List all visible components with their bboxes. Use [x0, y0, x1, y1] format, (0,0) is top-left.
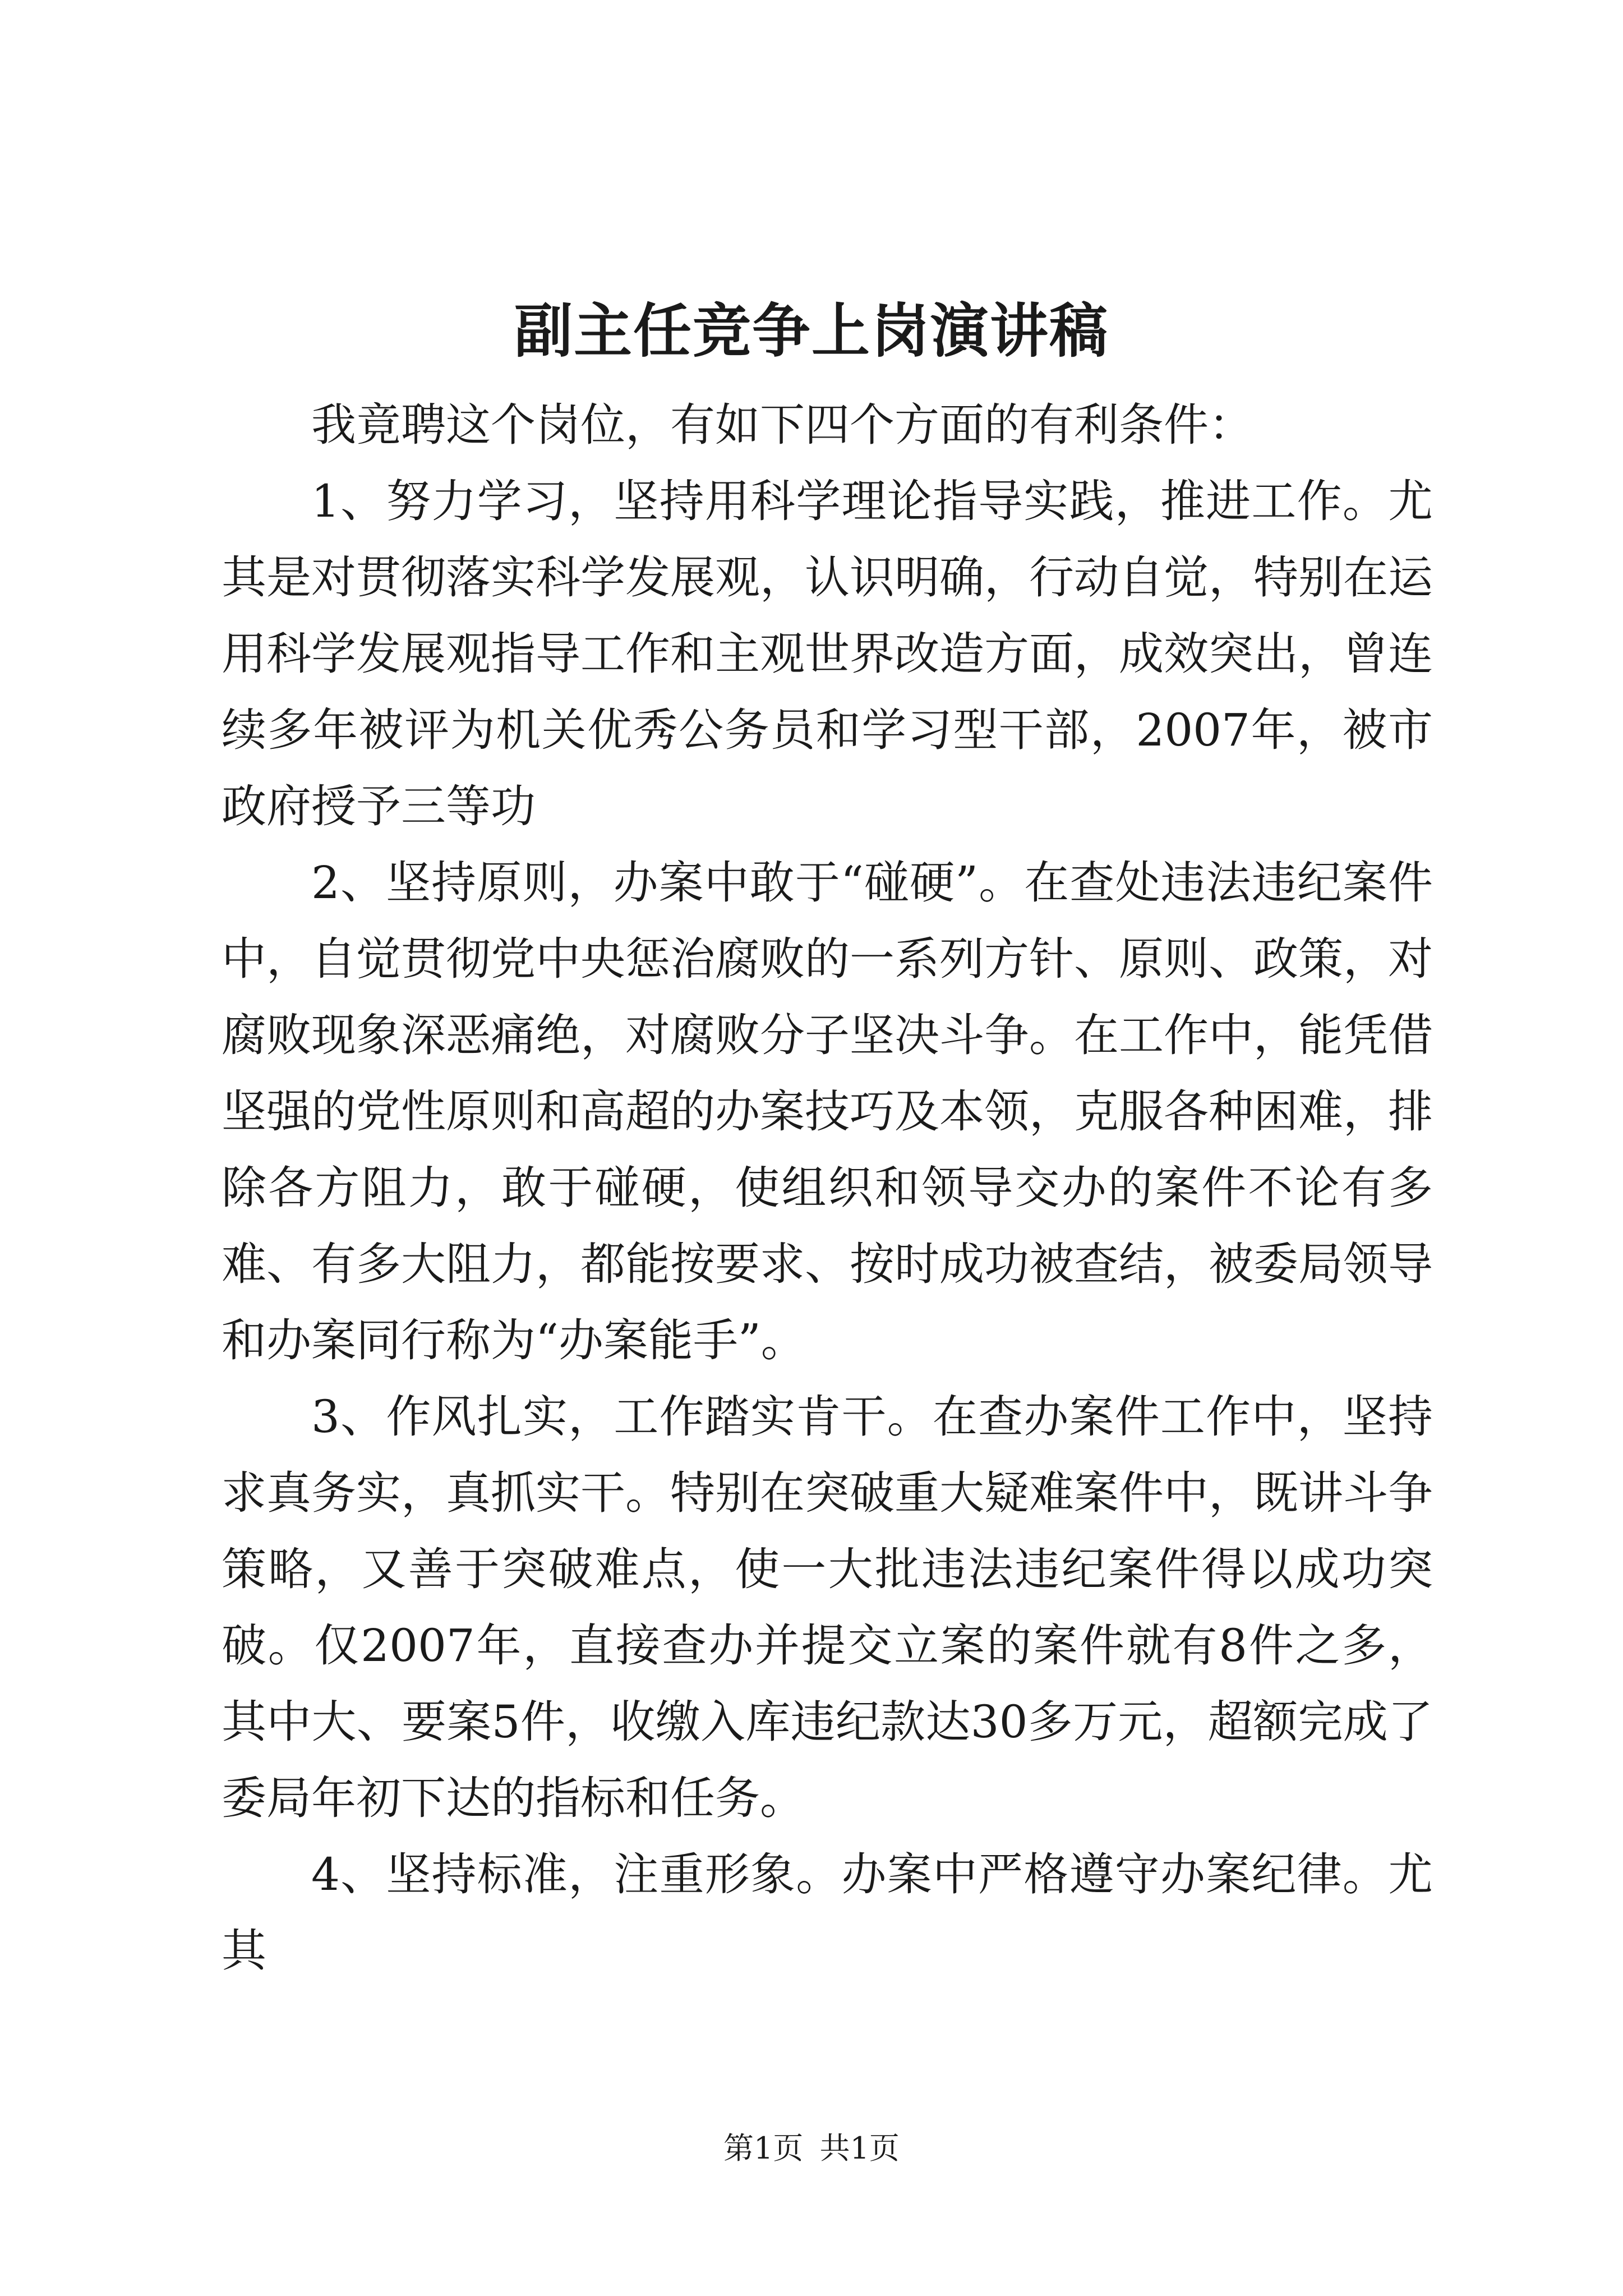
- page-footer: [0, 2126, 1623, 2171]
- page-number: 第1页: [723, 2131, 804, 2166]
- page-total: 共1页: [819, 2131, 900, 2166]
- paragraph-point-1: 1、努力学习，坚持用科学理论指导实践，推进工作。尤其是对贯彻落实科学发展观，认识明确，行动自觉，特别在运用科学发展观指导工作和主观世界改造方面，成效突出，曾连续多年被评为机关优秀公务员和学习型干部，2007年，被市政府授予三等功: [222, 475, 1433, 832]
- document-body: [222, 387, 1433, 1989]
- paragraph-point-3: 3、作风扎实，工作踏实肯干。在查办案件工作中，坚持求真务实，真抓实干。特别在突破重大疑难案件中，既讲斗争策略，又善于突破难点，使一大批违法违纪案件得以成功突破。仅2007年，直接查办并提交立案的案件就有8件之多，其中大、要案5件，收缴入库违纪款达30多万元，超额完成了委局年初下达的指标和任务。: [222, 1391, 1433, 1824]
- paragraph-intro: 我竟聘这个岗位，有如下四个方面的有利条件：: [311, 399, 1253, 451]
- document-title: 副主任竞争上岗演讲稿: [514, 296, 1109, 365]
- paragraph-point-2: 2、坚持原则，办案中敢于“碰硬”。在查处违法违纪案件中，自觉贯彻党中央惩治腐败的一系列方针、原则、政策，对腐败现象深恶痛绝，对腐败分子坚决斗争。在工作中，能凭借坚强的党性原则和高超的办案技巧及本领，克服各种困难，排除各方阻力，敢于碰硬，使组织和领导交办的案件不论有多难、有多大阻力，都能按要求、按时成功被查结，被委局领导和办案同行称为“办案能手”。: [222, 857, 1433, 1366]
- paragraph-point-4: 4、坚持标准，注重形象。办案中严格遵守办案纪律。尤其: [222, 1848, 1433, 1977]
